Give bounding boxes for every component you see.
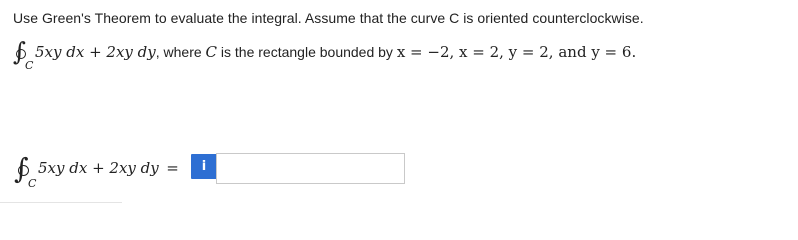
equals-sign: = — [166, 159, 179, 177]
answer-input[interactable] — [216, 153, 405, 184]
info-button[interactable]: i — [191, 154, 217, 179]
integrand-text: 5xy dx + 2xy dy — [35, 43, 156, 61]
description-prefix: , where — [155, 44, 206, 60]
description-suffix: is the rectangle bounded by — [217, 44, 397, 60]
answer-row — [11, 150, 431, 194]
contour-integral-icon: ∫ — [13, 37, 27, 66]
curve-symbol: C — [205, 43, 218, 61]
question-expression — [35, 43, 636, 61]
answer-integral-subscript: C — [28, 177, 37, 190]
integral-subscript: C — [25, 59, 34, 72]
divider — [0, 202, 122, 203]
contour-integral-icon: ∫ — [14, 152, 29, 185]
bounds-text: x = −2, x = 2, y = 2, and y = 6. — [396, 43, 637, 61]
answer-integrand-text: 5xy dx + 2xy dy — [38, 159, 159, 177]
question-instruction: Use Green's Theorem to evaluate the integral. Assume that the curve C is oriented counterclockwise. — [13, 10, 644, 26]
answer-expression — [38, 159, 179, 178]
